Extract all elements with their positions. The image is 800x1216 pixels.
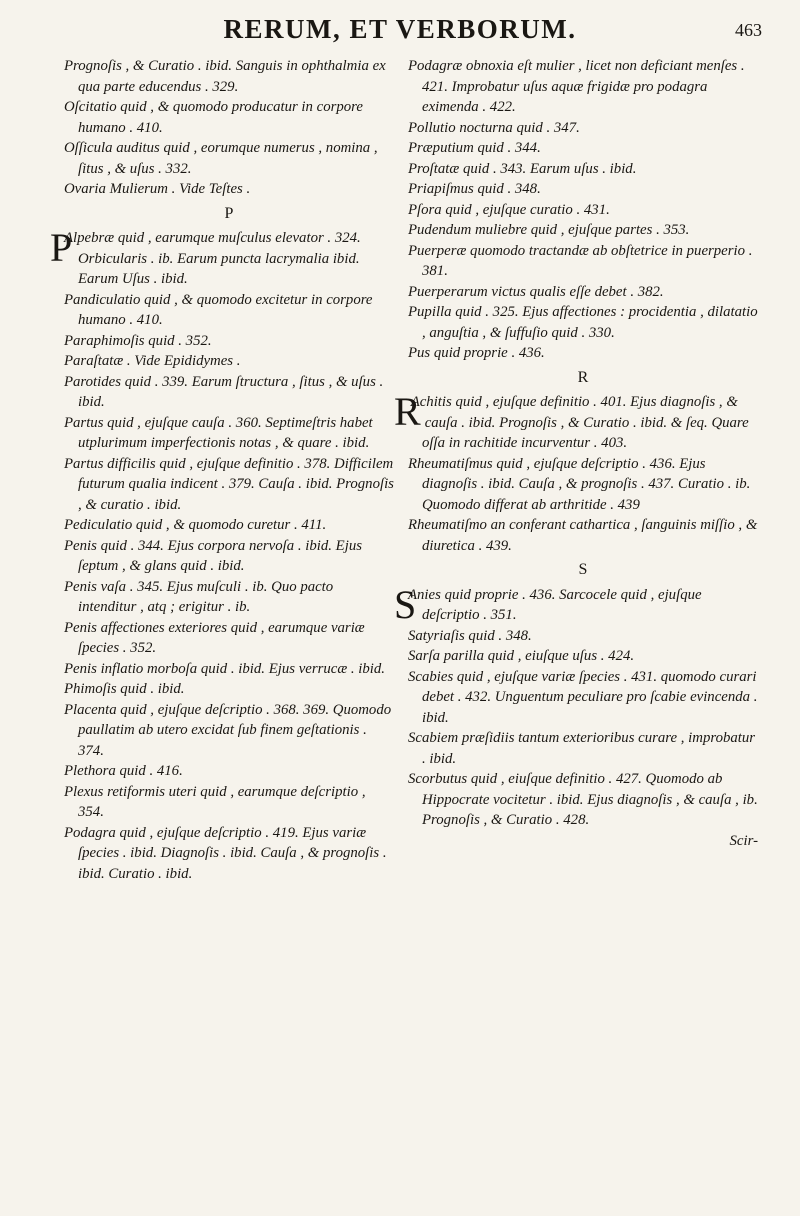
index-entry: Puerperæ quomodo tractandæ ab obſtetrice in puerperio . 381. bbox=[408, 242, 753, 279]
index-entry: Proſtatæ quid . 343. Earum uſus . ibid. bbox=[408, 160, 637, 177]
index-entry: Placenta quid , ejuſque deſcriptio . 368. 369. Quomodo paullatim ab utero excidat ſub finem geſtationis . 374. bbox=[64, 701, 392, 759]
index-entry: Oſcitatio quid , & quomodo producatur in corpore humano . 410. bbox=[64, 99, 363, 136]
index-entry: Pſora quid , ejuſque curatio . 431. bbox=[408, 201, 610, 218]
index-entry: Paraſtatæ . Vide Epididymes . bbox=[64, 353, 241, 369]
drop-cap: P bbox=[50, 225, 73, 270]
index-entry: Parotides quid . 339. Earum ſtructura , ſitus , & uſus . ibid. bbox=[64, 373, 384, 410]
index-entry: Sarſa parilla quid , eiuſque uſus . 424. bbox=[408, 648, 635, 664]
section-letter-p: P bbox=[224, 204, 234, 222]
section-letter-s: S bbox=[578, 561, 588, 578]
index-entry: Pollutio nocturna quid . 347. bbox=[408, 119, 580, 136]
index-entry: Paraphimoſis quid . 352. bbox=[64, 332, 212, 349]
index-entry: Scabies quid , ejuſque variæ ſpecies . 431. quomodo curari debet . 432. Unguentum peculiare pro ſcabie evincenda . ibid. bbox=[408, 668, 758, 726]
index-entry: Podagræ obnoxia eſt mulier , licet non deficiant menſes . 421. Improbatur uſus aquæ frigidæ pro podagra eximenda . 422. bbox=[408, 58, 745, 115]
entry-text: Achitis quid , ejuſque definitio . 401. Ejus diagnoſis , & cauſa . ibid. Prognoſis , & Curatio . ibid. & ſeq. Quare oſſa in rachitide incurventur . 403. bbox=[410, 394, 749, 451]
drop-cap: R bbox=[394, 389, 421, 434]
index-entry-drop-cap bbox=[394, 581, 758, 627]
index-entry: Partus quid , ejuſque cauſa . 360. Septimeſtris habet utplurimum imperfectionis notas , & quare . ibid. bbox=[64, 414, 373, 451]
running-title: RERUM, ET VERBORUM. bbox=[223, 14, 577, 44]
entry-text: Anies quid proprie . 436. Sarcocele quid , ejuſque deſcriptio . 351. bbox=[408, 586, 702, 623]
page-number: 463 bbox=[735, 20, 762, 40]
index-entry: Phimoſis quid . ibid. bbox=[64, 681, 185, 697]
index-entry: Pandiculatio quid , & quomodo excitetur in corpore humano . 410. bbox=[64, 291, 373, 328]
section-letter-r: R bbox=[577, 368, 589, 386]
index-entry: Penis quid . 344. Ejus corpora nervoſa . ibid. Ejus ſeptum , & glans quid . ibid. bbox=[64, 537, 362, 574]
index-entry: Rheumatiſmo an conferant cathartica , ſanguinis miſſio , & diuretica . 439. bbox=[408, 517, 758, 554]
index-entry: Plethora quid . 416. bbox=[64, 763, 183, 779]
index-entry: Pus quid proprie . 436. bbox=[408, 345, 545, 361]
index-entry: Penis affectiones exteriores quid , earumque variæ ſpecies . 352. bbox=[64, 619, 365, 656]
index-entry-drop-cap bbox=[50, 225, 394, 290]
index-entry: Oſſicula auditus quid , eorumque numerus , nomina , ſitus , & uſus . 332. bbox=[64, 140, 378, 177]
index-entry: Puerperarum victus qualis eſſe debet . 382. bbox=[408, 283, 664, 300]
drop-cap: S bbox=[394, 581, 417, 627]
index-entry-drop-cap bbox=[394, 389, 758, 454]
catchword: Scir- bbox=[729, 832, 758, 849]
entry-text: Alpebræ quid , earumque muſculus elevator . 324. Orbicularis . ib. Earum puncta lacrymalia ibid. Earum Uſus . ibid. bbox=[64, 230, 361, 287]
index-entry: Partus difficilis quid , ejuſque definitio . 378. Difficilem futurum qualia indicent . 379. Cauſa . ibid. Prognoſis , & curatio . ibid. bbox=[64, 455, 394, 513]
index-entry: Plexus retiformis uteri quid , earumque deſcriptio , 354. bbox=[64, 783, 366, 820]
index-entry: Priapiſmus quid . 348. bbox=[408, 181, 541, 197]
index-entry: Scabiem præſidiis tantum exterioribus curare , improbatur . ibid. bbox=[408, 730, 756, 767]
index-entry: Podagra quid , ejuſque deſcriptio . 419. Ejus variæ ſpecies . ibid. Diagnoſis . ibid. Cauſa , & prognoſis . ibid. Curatio . ibid. bbox=[64, 824, 387, 882]
index-entry: Pudendum muliebre quid , ejuſque partes . 353. bbox=[408, 222, 690, 238]
index-entry: Rheumatiſmus quid , ejuſque deſcriptio . 436. Ejus diagnoſis . ibid. Cauſa , & prognoſis . 437. Curatio . ib. Quomodo differat ab arthritide . 439 bbox=[408, 455, 751, 513]
right-column bbox=[394, 56, 758, 851]
left-column bbox=[50, 56, 394, 884]
index-entry: Penis inflatio morboſa quid . ibid. Ejus verrucæ . ibid. bbox=[64, 660, 386, 677]
index-entry: Pupilla quid . 325. Ejus affectiones : procidentia , dilatatio , anguſtia , & ſuffuſio quid . 330. bbox=[408, 304, 758, 341]
index-entry: Ovaria Mulierum . Vide Teſtes . bbox=[64, 181, 251, 197]
index-entry: Satyriaſis quid . 348. bbox=[408, 627, 532, 644]
index-entry: Penis vaſa . 345. Ejus muſculi . ib. Quo pacto intenditur , atq ; erigitur . ib. bbox=[64, 578, 334, 615]
index-entry: Præputium quid . 344. bbox=[408, 140, 541, 156]
index-entry: Prognoſis , & Curatio . ibid. Sanguis in ophthalmia ex qua parte educendus . 329. bbox=[64, 58, 386, 95]
index-entry: Pediculatio quid , & quomodo curetur . 411. bbox=[64, 517, 327, 533]
index-entry: Scorbutus quid , eiuſque definitio . 427. Quomodo ab Hippocrate vocitetur . ibid. Ejus diagnoſis , & cauſa , ib. Prognoſis , & Curatio . 428. bbox=[408, 771, 758, 828]
